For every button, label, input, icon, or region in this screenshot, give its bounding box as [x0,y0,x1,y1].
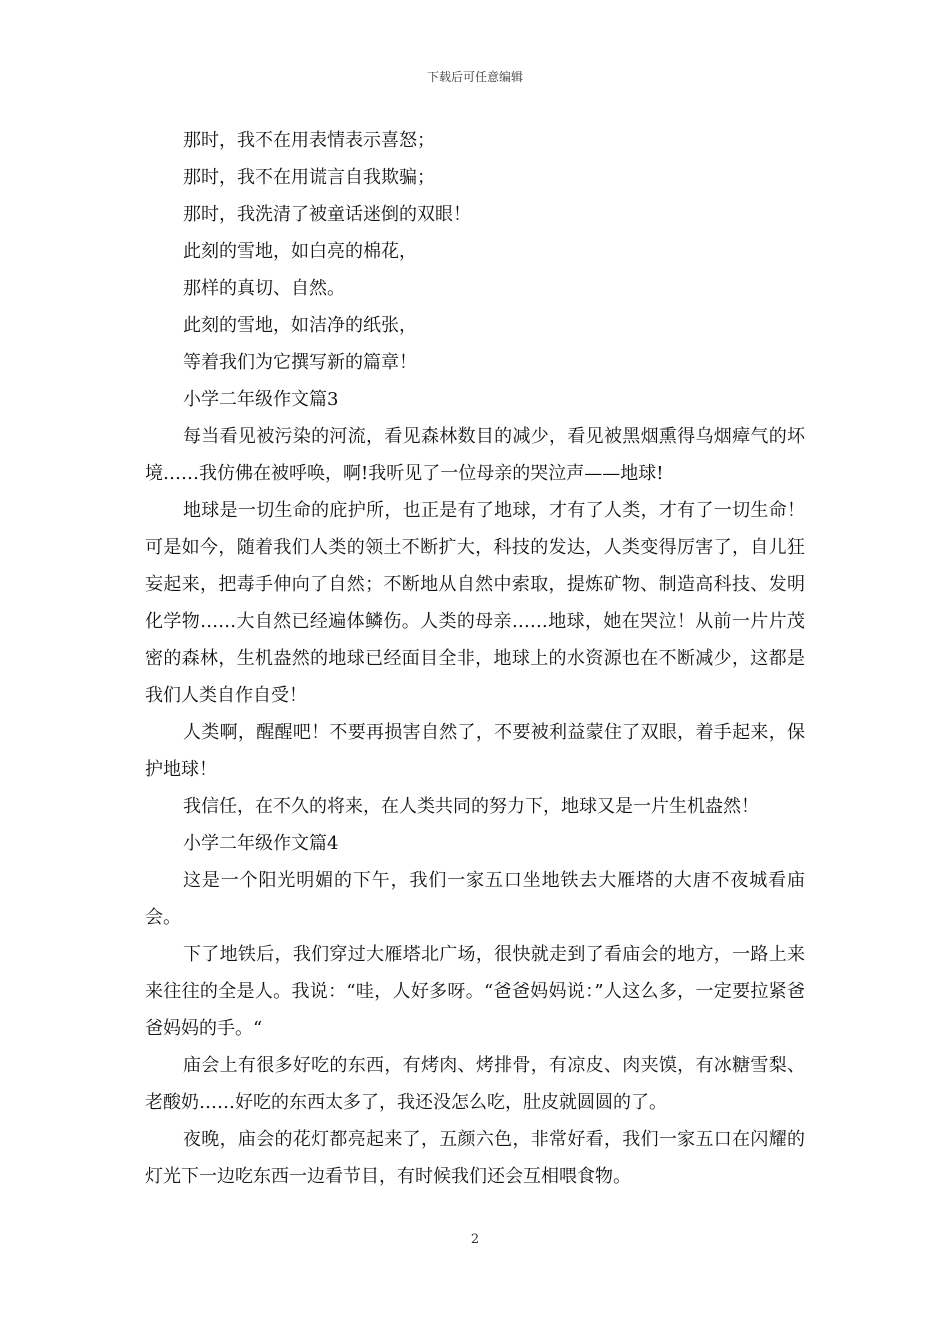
section-heading: 小学二年级作文篇4 [183,833,339,854]
paragraph: 夜晚，庙会的花灯都亮起来了，五颜六色，非常好看，我们一家五口在闪耀的灯光下一边吃东西一边看节目，有时候我们还会互相喂食物。 [145,1129,805,1187]
poem-line: 那时，我不在用表情表示喜怒； [183,130,435,151]
paragraph: 每当看见被污染的河流，看见森林数目的减少，看见被黑烟熏得乌烟瘴气的坏境……我仿佛在被呼唤，啊!我听见了一位母亲的哭泣声——地球! [145,426,805,484]
paragraph: 我信任，在不久的将来，在人类共同的努力下，地球又是一片生机盎然！ [183,796,759,817]
paragraph: 庙会上有很多好吃的东西，有烤肉、烤排骨，有凉皮、肉夹馍，有冰糖雪梨、老酸奶……好吃的东西太多了，我还没怎么吃，肚皮就圆圆的了。 [145,1055,805,1113]
poem-line: 此刻的雪地，如洁净的纸张， [183,315,417,336]
poem-line: 那时，我洗清了被童话迷倒的双眼！ [183,204,471,225]
page-number: 2 [470,1232,480,1247]
paragraph: 人类啊，醒醒吧！不要再损害自然了，不要被利益蒙住了双眼，着手起来，保护地球！ [145,722,805,780]
poem-line: 那时，我不在用谎言自我欺骗； [183,167,435,188]
paragraph: 地球是一切生命的庇护所，也正是有了地球，才有了人类，才有了一切生命！可是如今，随着我们人类的领土不断扩大，科技的发达，人类变得厉害了，自儿狂妄起来，把毒手伸向了自然；不断地从自然中索取，提炼矿物、制造高科技、发明化学物……大自然已经遍体鳞伤。人类的母亲……地球，她在哭泣！从前一片片茂密的森林，生机盎然的地球已经面目全非，地球上的水资源也在不断减少，这都是我们人类自作自受！ [145,500,805,706]
poem-line: 那样的真切、自然。 [183,278,345,299]
section-heading: 小学二年级作文篇3 [183,389,339,410]
page-header: 下载后可任意编辑 [426,70,523,84]
poem-line: 等着我们为它撰写新的篇章！ [183,352,417,373]
poem-line: 此刻的雪地，如白亮的棉花， [183,241,417,262]
paragraph: 下了地铁后，我们穿过大雁塔北广场，很快就走到了看庙会的地方，一路上来来往往的全是人。我说：“哇，人好多呀。“爸爸妈妈说：”人这么多，一定要拉紧爸爸妈妈的手。“ [145,944,805,1039]
document-body [145,122,805,1195]
paragraph: 这是一个阳光明媚的下午，我们一家五口坐地铁去大雁塔的大唐不夜城看庙会。 [145,870,805,928]
